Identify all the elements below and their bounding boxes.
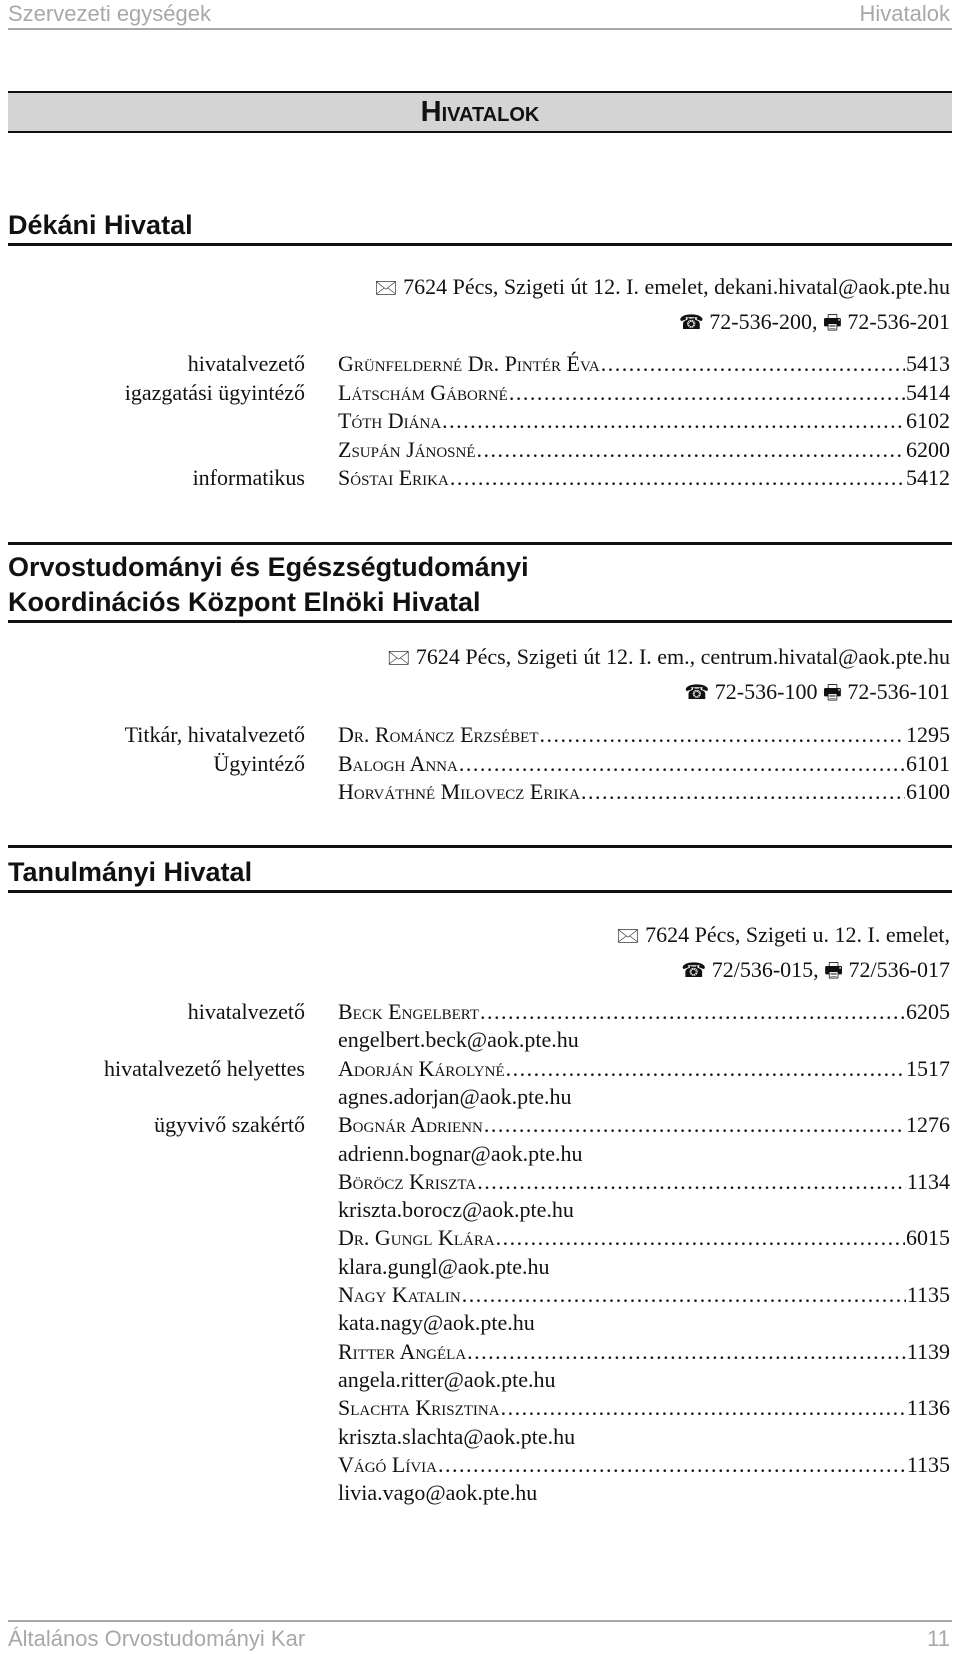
staff-row [0,777,960,807]
staff-entry [338,1054,950,1084]
staff-extension: 6102 [906,408,950,434]
mail-icon: 🖂 [387,645,411,669]
staff-extension: 5414 [906,379,950,405]
staff-row [0,1393,960,1423]
staff-name: Zsupán Jánosné [338,436,476,462]
leader-dots [501,1393,906,1423]
staff-entry [338,1167,950,1197]
staff-name: Látschám Gáborné [338,379,508,405]
leader-dots [438,1450,906,1480]
staff-row [0,1167,960,1197]
staff-row [0,749,960,779]
staff-row [0,378,960,408]
address-text: 7624 Pécs, Szigeti u. 12. I. emelet, [645,922,950,947]
staff-entry [338,749,950,779]
staff-entry [338,406,950,436]
staff-email[interactable]: livia.vago@aok.pte.hu [338,1480,538,1506]
section-title-koord [8,542,952,623]
staff-email[interactable]: kata.nagy@aok.pte.hu [338,1310,535,1336]
staff-email[interactable]: klara.gungl@aok.pte.hu [338,1253,550,1279]
staff-extension: 6100 [906,779,950,805]
staff-role: Titkár, hivatalvezető [124,722,305,747]
staff-name: Dr. Románcz Erzsébet [338,722,539,747]
leader-dots [467,1337,906,1367]
dekani-address [374,269,950,305]
section-title-text: Dékáni Hivatal [8,210,193,240]
staff-entry [338,435,950,465]
staff-name: Ritter Angéla [338,1338,467,1364]
staff-email-row [0,1365,960,1395]
staff-entry [338,1223,950,1253]
staff-name: Adorján Károlyné [338,1055,505,1081]
section-title-text: Tanulmányi Hivatal [8,857,253,887]
leader-dots [462,1280,906,1310]
staff-extension: 6015 [906,1225,950,1251]
staff-email-row [0,1252,960,1282]
staff-row [0,997,960,1027]
footer-faculty-name: Általános Orvostudományi Kar [8,1626,306,1651]
address-text: 7624 Pécs, Szigeti út 12. I. emelet, dekani.hivatal@aok.pte.hu [403,274,950,299]
fax-text: 72-536-101 [847,679,950,704]
staff-row [0,720,960,750]
leader-dots [484,1110,905,1140]
phone-icon: ☎ [681,958,707,982]
fax-text: 72-536-201 [847,309,950,334]
staff-name: Sóstai Erika [338,465,449,491]
staff-email-row [0,1025,960,1055]
leader-dots [581,777,905,807]
staff-extension: 1135 [906,1282,950,1307]
staff-email-row [0,1478,960,1508]
fax-text: 72/536-017 [848,957,950,982]
staff-extension: 5412 [906,465,950,491]
header-chapter-title: Hivatalok [859,1,950,26]
tanulmanyi-phone-fax [681,952,950,988]
leader-dots [496,1223,905,1253]
staff-entry [338,1393,950,1423]
address-text: 7624 Pécs, Szigeti út 12. I. em., centrum.hivatal@aok.pte.hu [415,644,950,669]
staff-row [0,349,960,379]
staff-entry [338,720,950,750]
staff-role: Ügyintéző [213,750,305,776]
koord-phone-fax [684,674,950,710]
staff-entry [338,349,950,379]
fax-icon: 🖶 [822,310,842,334]
page-footer [8,1620,952,1654]
staff-role: hivatalvezető helyettes [104,1055,305,1081]
section-title-line1: Orvostudományi és Egészségtudományi [8,552,529,582]
staff-name: Böröcz Kriszta [338,1168,477,1194]
staff-entry [338,997,950,1027]
phone-icon: ☎ [678,310,704,334]
staff-extension: 1139 [906,1338,950,1364]
staff-email-row [0,1422,960,1452]
staff-role: informatikus [192,465,305,491]
staff-extension: 1135 [906,1451,950,1477]
staff-email-row [0,1139,960,1169]
staff-extension: 1136 [906,1395,950,1421]
staff-extension: 1517 [906,1055,950,1081]
page-title-banner: Hivatalok [8,91,952,133]
mail-icon: 🖂 [616,923,640,947]
staff-entry [338,463,950,493]
mail-icon: 🖂 [374,275,398,299]
staff-extension: 6205 [906,999,950,1024]
staff-name: Horváthné Milovecz Erika [338,779,580,805]
staff-entry [338,1280,950,1310]
leader-dots [442,406,905,436]
staff-entry [338,378,950,408]
staff-entry [338,777,950,807]
page-header [8,0,952,30]
staff-role: hivatalvezető [187,351,305,376]
staff-extension: 1134 [906,1168,950,1194]
tanulmanyi-address [616,917,950,953]
staff-extension: 5413 [906,351,950,376]
staff-name: Nagy Katalin [338,1282,461,1307]
staff-row [0,435,960,465]
staff-email-row [0,1082,960,1112]
staff-extension: 1276 [906,1112,950,1138]
leader-dots [477,1167,906,1197]
phone-text: 72-536-200, [709,309,818,334]
staff-role: ügyvivő szakértő [154,1112,305,1138]
staff-name: Slachta Krisztina [338,1395,500,1421]
leader-dots [459,749,905,779]
phone-icon: ☎ [684,680,710,704]
koord-address [387,639,950,675]
staff-name: Dr. Gungl Klára [338,1225,495,1251]
section-title-dekani [8,208,952,246]
dekani-phone-fax [679,304,950,340]
staff-role: hivatalvezető [187,999,305,1024]
leader-dots [509,378,905,408]
leader-dots [506,1054,905,1084]
fax-icon: 🖶 [824,958,844,982]
staff-row [0,1054,960,1084]
phone-text: 72/536-015, [711,957,819,982]
staff-email-row [0,1308,960,1338]
staff-name: Balogh Anna [338,750,458,776]
leader-dots [477,435,905,465]
staff-entry [338,1110,950,1140]
section-title-line2: Koordinációs Központ Elnöki Hivatal [8,587,481,617]
staff-email[interactable]: adrienn.bognar@aok.pte.hu [338,1140,583,1166]
staff-extension: 6200 [906,436,950,462]
staff-name: Vágó Lívia [338,1451,437,1477]
leader-dots [601,349,905,379]
staff-entry [338,1337,950,1367]
fax-icon: 🖶 [822,680,842,704]
staff-row [0,1450,960,1480]
staff-row [0,406,960,436]
staff-email[interactable]: kriszta.borocz@aok.pte.hu [338,1197,574,1223]
staff-role: igazgatási ügyintéző [124,379,305,405]
staff-entry [338,1450,950,1480]
staff-row [0,1223,960,1253]
staff-name: Tóth Diána [338,408,442,434]
leader-dots [450,463,905,493]
staff-email[interactable]: engelbert.beck@aok.pte.hu [338,1027,579,1053]
leader-dots [480,997,905,1027]
staff-row [0,1280,960,1310]
staff-row [0,1110,960,1140]
staff-email[interactable]: agnes.adorjan@aok.pte.hu [338,1083,572,1109]
staff-name: Beck Engelbert [338,999,480,1024]
staff-row [0,1337,960,1367]
staff-name: Bognár Adrienn [338,1112,483,1138]
staff-extension: 1295 [906,722,950,747]
staff-email-row [0,1195,960,1225]
header-section-title: Szervezeti egységek [8,1,211,26]
staff-extension: 6101 [906,750,950,776]
staff-email[interactable]: kriszta.slachta@aok.pte.hu [338,1423,576,1449]
section-title-tanulmanyi [8,845,952,893]
phone-text: 72-536-100 [714,679,818,704]
staff-name: Grünfelderné Dr. Pintér Éva [338,351,600,376]
staff-row [0,463,960,493]
staff-email[interactable]: angela.ritter@aok.pte.hu [338,1366,556,1392]
leader-dots [540,720,905,750]
page-number: 11 [927,1626,950,1651]
